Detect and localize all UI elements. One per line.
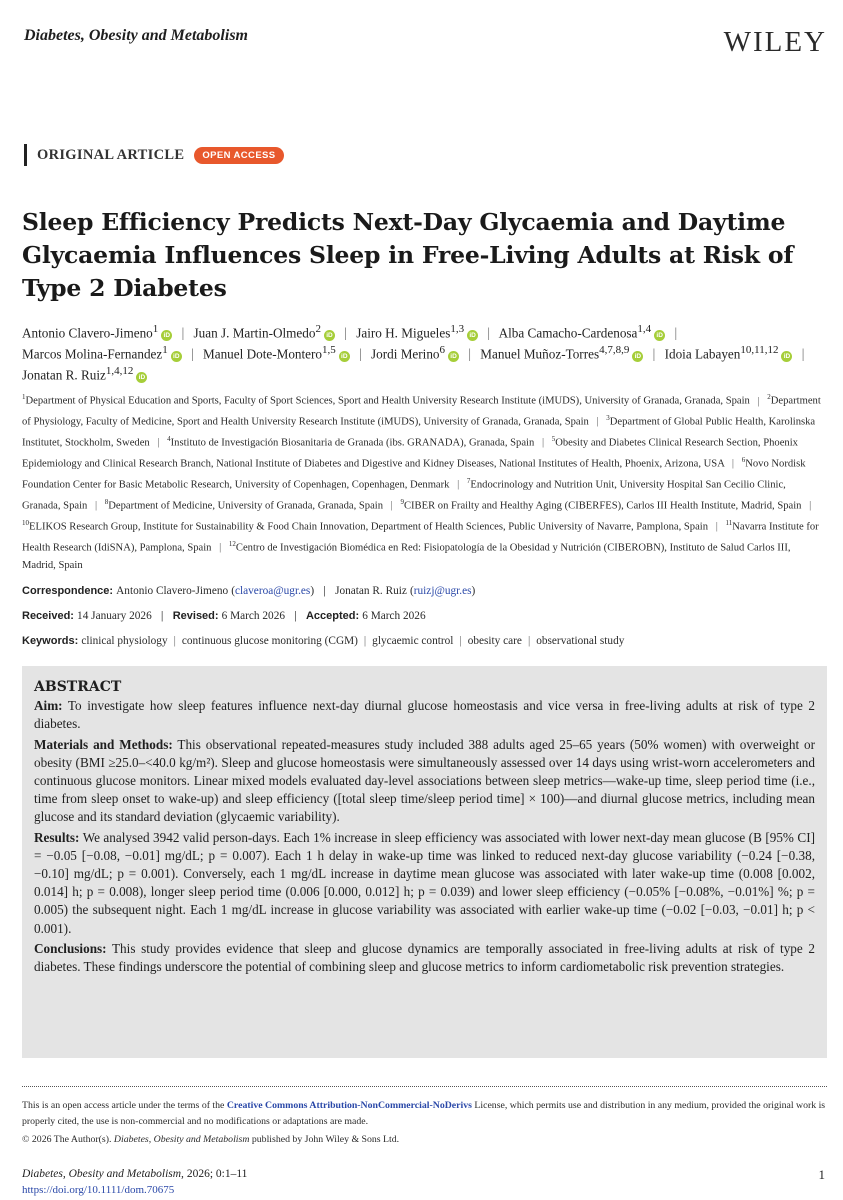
orcid-icon[interactable]: iD	[161, 330, 172, 341]
author-list: Antonio Clavero-Jimeno$^1$iD | Juan J. Martin-Olmedo$^2$iD | Jairo H. Migueles$^{1,3}$iD | Alba Camacho-Cardenosa$^{1,4}$iD | Marcos Molina-Fernandez$^1$iD | Manuel Dote-Montero$^{1,5}$iD | Jordi Merino$^6$iD | Manuel Muñoz-Torres$^{4,7,8,9}$iD | Idoia Labayen$^{10,11,12}$iD | Jonatan R. Ruiz$^{1,4,12}$iD	[22, 323, 805, 383]
author-affiliation-index: 1,3	[450, 323, 465, 335]
correspondence-name-1: Antonio Clavero-Jimeno	[116, 585, 229, 597]
affiliation-text: Department of Physiology, Faculty of Medicine, Sport and Health University Research Institute (iMUDS), University of Granada, Granada, Spain	[22, 395, 821, 428]
article-type-bar	[24, 144, 27, 166]
orcid-icon[interactable]: iD	[136, 372, 147, 383]
affiliation-text: Instituto de Investigación Biosanitaria de Granada (ibs. GRANADA), Granada, Spain	[170, 437, 535, 449]
affiliation-index: 4	[167, 434, 171, 443]
affiliation-index: 12	[228, 539, 236, 548]
affiliation-index: 10	[22, 518, 29, 527]
author-affiliation-index: 1,4	[637, 323, 652, 335]
license-link[interactable]: Creative Commons Attribution-NonCommercial-NoDerivs	[226, 1100, 472, 1111]
footer-citation: Diabetes, Obesity and Metabolism, 2026; 0:1–11	[22, 1168, 248, 1180]
affiliation-text: Novo Nordisk Foundation Center for Basic Metabolic Research, University of Copenhagen, Copenhagen, Denmark	[22, 458, 806, 491]
author-affiliation-index: 1	[162, 343, 168, 356]
author-name[interactable]: Manuel Dote-Montero	[203, 346, 323, 362]
affiliation-text: Department of Medicine, University of Granada, Granada, Spain	[108, 500, 384, 512]
keyword[interactable]: observational study	[536, 635, 625, 647]
received-date: 14 January 2026	[77, 610, 152, 622]
journal-name: Diabetes, Obesity and Metabolism	[24, 27, 248, 44]
affiliation-text: Centro de Investigación Biomédica en Red: Fisiopatología de la Obesidad y Nutrición (CIBEROBN), Instituto de Salud Carlos III, Madrid, Spain	[22, 542, 791, 571]
affiliations: $^1$Department of Physical Education and Sports, Faculty of Sport Sciences, Sport and Health University Research Institute (iMUDS), University of Granada, Granada, Spain | $^2$Department of Physiology, Faculty of Medicine, Sport and Health University Research Institute (iMUDS), University of Granada, Granada, Spain | $^3$Department of Global Public Health, Karolinska Institutet, Stockholm, Sweden | $^4$Instituto de Investigación Biosanitaria de Granada (ibs. GRANADA), Granada, Spain | $^5$Obesity and Diabetes Clinical Research Section, Phoenix Epidemiology and Clinical Research Branch, National Institute of Diabetes and Digestive and Kidney Diseases, National Institutes of Health, Phoenix, Arizona, USA | $^6$Novo Nordisk Foundation Center for Basic Metabolic Research, University of Copenhagen, Copenhagen, Denmark | $^7$Endocrinology and Nutrition Unit, University Hospital San Cecilio Clinic, Granada, Spain | $^8$Department of Medicine, University of Granada, Granada, Spain | $^9$CIBER on Frailty and Healthy Aging (CIBERFES), Carlos III Health Institute, Madrid, Spain | $^{10}$ELIKOS Research Group, Institute for Sustainability & Food Chain Innovation, Department of Health Sciences, Public University of Navarre, Pamplona, Spain | $^{11}$Navarra Institute for Health Research (IdiSNA), Pamplona, Spain | $^{12}$Centro de Investigación Biomédica en Red: Fisiopatología de la Obesidad y Nutrición (CIBEROBN), Instituto de Salud Carlos III, Madrid, Spain	[22, 393, 821, 571]
author-name[interactable]: Jairo H. Migueles	[356, 325, 451, 341]
affiliation-text: Navarra Institute for Health Research (IdiSNA), Pamplona, Spain	[22, 521, 819, 554]
affiliation-index: 9	[400, 497, 404, 506]
abstract-results: Results: We analysed 3942 valid person-days. Each 1% increase in sleep efficiency was associated with lower next-day mean glucose (B [95% CI] = −0.05 [−0.08, −0.01] mg/dL; p = 0.007). Each 1 h delay in wake-up time was linked to reduced next-day glucose variability (−0.24 [−0.38, −0.10] mg/dL; p = 0.001). Conversely, each 1 mg/dL increase in daytime mean glucose was associated with later wake-up time (0.008 [0.002, 0.014] h; p = 0.008), longer sleep period time (0.006 [0.000, 0.012] h; p = 0.039) and lower sleep efficiency (−0.05% [−0.08%, −0.01%] %; p = 0.005) the subsequent night. Each 1 mg/dL increase in glucose variability was associated with earlier wake-up time (−0.02 [−0.03, −0.01] h; p < 0.001).	[34, 829, 815, 936]
orcid-icon[interactable]: iD	[632, 351, 643, 362]
abstract-aim: Aim: To investigate how sleep features influence next-day diurnal glucose homeostasis and vice versa in free-living adults at risk of type 2 diabetes.	[34, 698, 815, 732]
author-name[interactable]: Idoia Labayen	[664, 346, 741, 362]
author-name[interactable]: Juan J. Martin-Olmedo	[193, 325, 316, 341]
author-affiliation-index: 1,4,12	[105, 364, 134, 377]
affiliation-text: Endocrinology and Nutrition Unit, University Hospital San Cecilio Clinic, Granada, Spain	[22, 479, 786, 512]
author-name[interactable]: Manuel Muñoz-Torres	[480, 346, 600, 362]
open-access-badge: OPEN ACCESS	[194, 147, 283, 164]
accepted-label: Accepted:	[305, 610, 360, 622]
author-affiliation-index: 4,7,8,9	[599, 343, 630, 356]
doi-link[interactable]: https://doi.org/10.1111/dom.70675	[22, 1184, 175, 1196]
keywords-label: Keywords:	[22, 635, 79, 647]
publisher-logo: WILEY	[723, 26, 827, 58]
orcid-icon[interactable]: iD	[467, 330, 478, 341]
keywords: Keywords: clinical physiology | continuous glucose monitoring (CGM) | glycaemic control | obesity care | observational study	[22, 635, 625, 647]
orcid-icon[interactable]: iD	[324, 330, 335, 341]
article-dates: Received: 14 January 2026 | Revised: 6 March 2026 | Accepted: 6 March 2026	[22, 610, 426, 622]
correspondence-label: Correspondence:	[22, 585, 114, 597]
accepted-date: 6 March 2026	[362, 610, 426, 622]
affiliation-index: 7	[466, 476, 471, 485]
correspondence-name-2: Jonatan R. Ruiz	[335, 585, 407, 597]
affiliation-text: CIBER on Frailty and Healthy Aging (CIBERFES), Carlos III Health Institute, Madrid, Spain	[403, 500, 802, 512]
affiliation-index: 1	[22, 393, 26, 401]
affiliation-index: 2	[767, 393, 771, 401]
page-number: 1	[818, 1167, 825, 1182]
orcid-icon[interactable]: iD	[781, 351, 792, 362]
author-affiliation-index: 2	[315, 323, 321, 335]
orcid-icon[interactable]: iD	[654, 330, 665, 341]
copyright-line: © 2026 The Author(s). Diabetes, Obesity and Metabolism published by John Wiley & Sons Ltd.	[22, 1134, 400, 1145]
author-affiliation-index: 6	[439, 343, 446, 356]
email-link-2[interactable]: ruizj@ugr.es	[413, 585, 472, 597]
affiliation-text: Department of Physical Education and Sports, Faculty of Sport Sciences, Sport and Health University Research Institute (iMUDS), University of Granada, Granada, Spain	[25, 395, 750, 407]
affiliation-text: ELIKOS Research Group, Institute for Sustainability & Food Chain Innovation, Department of Health Sciences, Public University of Navarre, Pamplona, Spain	[29, 521, 709, 533]
affiliation-text: Obesity and Diabetes Clinical Research Section, Phoenix Epidemiology and Clinical Research Branch, National Institute of Diabetes and Digestive and Kidney Diseases, National Institutes of Health, Phoenix, Arizona, USA	[22, 437, 798, 470]
affiliation-index: 11	[725, 518, 733, 527]
affiliation-index: 6	[741, 455, 746, 464]
email-link-1[interactable]: claveroa@ugr.es	[234, 585, 311, 597]
article-type-label: ORIGINAL ARTICLE	[37, 146, 185, 163]
keyword[interactable]: continuous glucose monitoring (CGM)	[181, 635, 358, 647]
keyword[interactable]: glycaemic control	[372, 635, 454, 647]
article-type-row	[24, 143, 284, 167]
license-statement: This is an open access article under the terms of the Creative Commons Attribution-NonCommercial-NoDerivs License, which permits use and distribution in any medium, provided the original work is properly cited, the use is non-commercial and no modifications or adaptations are made.	[22, 1100, 826, 1127]
author-name[interactable]: Alba Camacho-Cardenosa	[498, 325, 638, 341]
author-affiliation-index: 1	[152, 323, 159, 335]
abstract-heading: ABSTRACT	[34, 679, 122, 695]
affiliation-index: 8	[104, 497, 109, 506]
affiliation-text: Department of Global Public Health, Karolinska Institutet, Stockholm, Sweden	[22, 416, 816, 449]
abstract-box	[22, 666, 827, 1058]
author-name[interactable]: Antonio Clavero-Jimeno	[22, 325, 153, 341]
author-affiliation-index: 1,5	[322, 343, 336, 356]
revised-label: Revised:	[172, 610, 219, 622]
author-affiliation-index: 10,11,12	[740, 343, 779, 356]
orcid-icon[interactable]: iD	[171, 351, 182, 362]
author-name[interactable]: Jordi Merino	[371, 346, 440, 362]
orcid-icon[interactable]: iD	[448, 351, 459, 362]
keyword[interactable]: clinical physiology	[81, 635, 168, 647]
received-label: Received:	[22, 610, 74, 622]
abstract-conclusions: Conclusions: This study provides evidence that sleep and glucose dynamics are temporally associated in free-living adults at risk of type 2 diabetes. These findings underscore the potential of combining sleep and glucose metrics to inform cardiometabolic risk prevention strategies.	[34, 940, 816, 975]
correspondence: Correspondence: Antonio Clavero-Jimeno (claveroa@ugr.es) | Jonatan R. Ruiz (ruizj@ugr.es)	[22, 585, 476, 597]
abstract-methods: Materials and Methods: This observational repeated-measures study included 388 adults aged 25–65 years (50% women) with overweight or obesity (BMI ≥25.0–<40.0 kg/m²). Sleep and glucose homeostasis were simultaneously assessed over 14 days using wrist-worn accelerometers and continuous glucose monitors. Linear mixed models evaluated day-level associations between sleep metrics—wake-up time, sleep period time (i.e., time from sleep onset to wake-up) and sleep efficiency ([total sleep time/sleep period time] × 100)—and diurnal glucose metrics, including mean glucose and its standard deviation (glycaemic variability).	[34, 736, 816, 825]
revised-date: 6 March 2026	[221, 610, 285, 622]
footnote-divider	[22, 1086, 827, 1087]
affiliation-index: 5	[551, 434, 556, 443]
orcid-icon[interactable]: iD	[339, 351, 350, 362]
affiliation-index: 3	[606, 413, 610, 422]
author-name[interactable]: Marcos Molina-Fernandez	[22, 346, 163, 362]
article-title: Sleep Efficiency Predicts Next-Day Glycaemia and Daytime Glycaemia Influences Sleep in Free-Living Adults at Risk of Type 2 Diabetes	[22, 208, 794, 302]
author-name[interactable]: Jonatan R. Ruiz	[22, 367, 106, 383]
keyword[interactable]: obesity care	[467, 635, 522, 647]
